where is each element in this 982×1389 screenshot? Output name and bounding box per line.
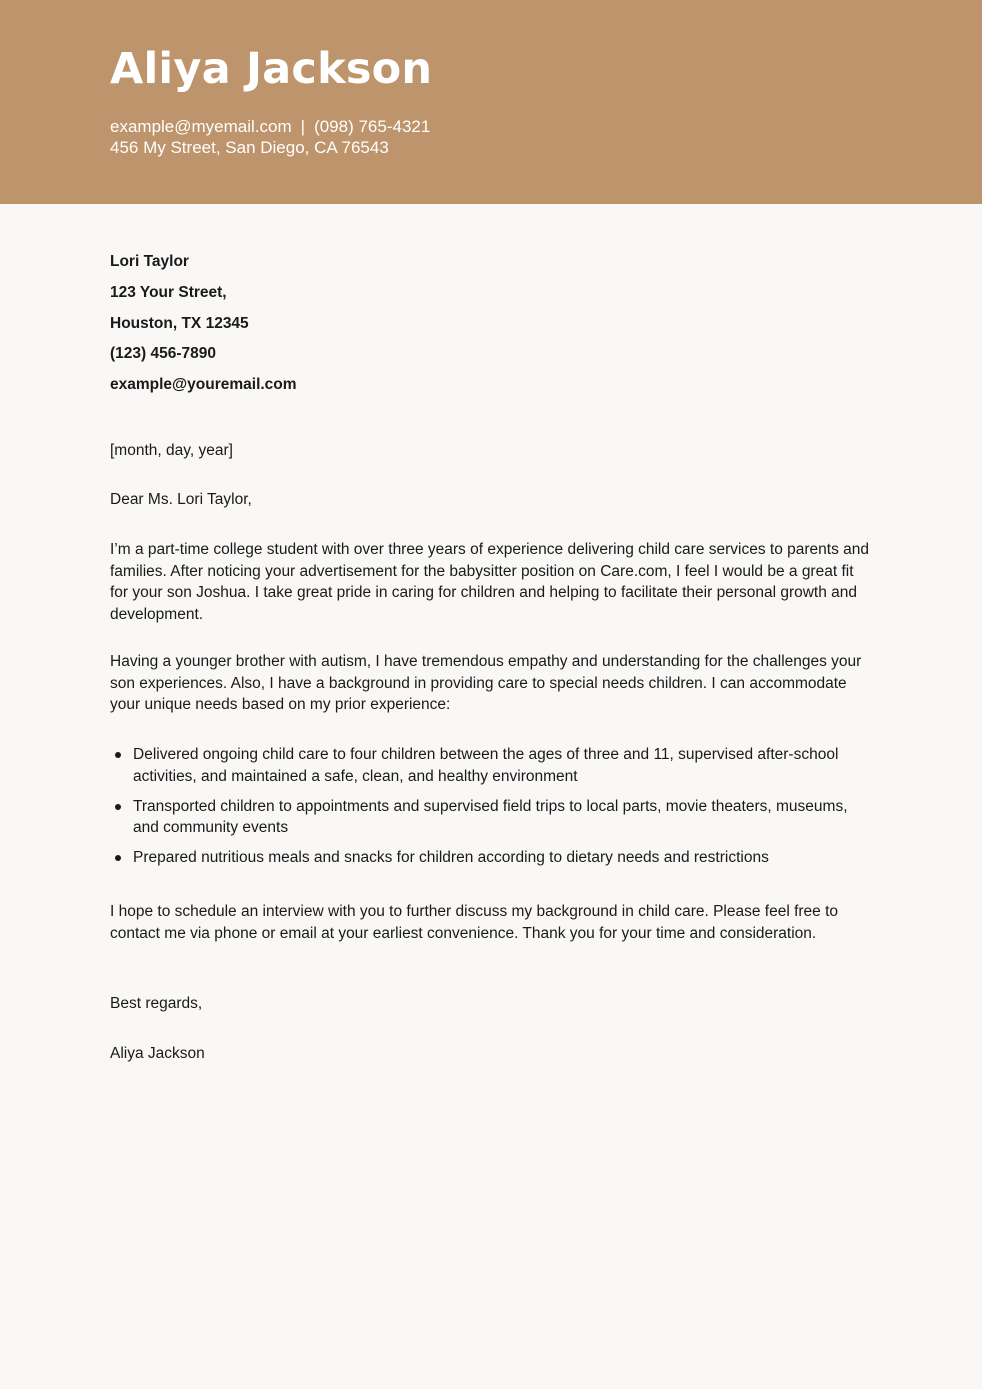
recipient-phone: (123) 456-7890: [110, 345, 216, 363]
sender-contact-line: [110, 116, 430, 137]
signature: Aliya Jackson: [110, 1045, 205, 1062]
letter-header: [0, 0, 982, 204]
list-item-text: Prepared nutritious meals and snacks for children according to dietary needs and restrictions: [133, 849, 769, 866]
list-item: [110, 847, 872, 869]
experience-list: [110, 744, 872, 877]
list-item: [110, 796, 872, 839]
paragraph-experience: Having a younger brother with autism, I have tremendous empathy and understanding for the challenges your son experiences. Also, I have a background in providing care to special needs children. I can accommodate your unique needs based on my prior experience:: [110, 653, 862, 713]
recipient-email: example@youremail.com: [110, 376, 297, 394]
list-item-text: Delivered ongoing child care to four children between the ages of three and 11, supervised after-school activities, and maintained a safe, clean, and healthy environment: [133, 746, 839, 785]
sender-email: example@myemail.com: [110, 117, 292, 136]
recipient-block: [110, 251, 297, 405]
paragraph-intro: I’m a part-time college student with over three years of experience delivering child care services to parents and families. After noticing your advertisement for the babysitter position on Care.com, I feel I would be a great fit for your son Joshua. I take great pride in caring for children and helping to facilitate their personal growth and development.: [110, 541, 870, 623]
bullet-icon: [115, 804, 121, 810]
recipient-city: Houston, TX 12345: [110, 314, 249, 332]
sender-name: Aliya Jackson: [110, 44, 433, 94]
paragraph-closing: I hope to schedule an interview with you to further discuss my background in child care. Please feel free to contact me via phone or email at your earliest convenience. Thank you for your time and consideration.: [110, 903, 839, 942]
salutation: Dear Ms. Lori Taylor,: [110, 491, 252, 508]
sender-address: 456 My Street, San Diego, CA 76543: [110, 138, 389, 157]
bullet-icon: [115, 752, 121, 758]
sender-phone: (098) 765-4321: [314, 117, 431, 136]
list-item-text: Transported children to appointments and supervised field trips to local parts, movie theaters, museums, and community events: [133, 797, 848, 836]
recipient-street: 123 Your Street,: [110, 283, 227, 301]
bullet-icon: [115, 855, 121, 861]
list-item: [110, 744, 872, 787]
recipient-name: Lori Taylor: [110, 253, 189, 270]
letter-date: [month, day, year]: [110, 442, 233, 459]
contact-separator: |: [300, 117, 306, 136]
closing: Best regards,: [110, 995, 203, 1012]
